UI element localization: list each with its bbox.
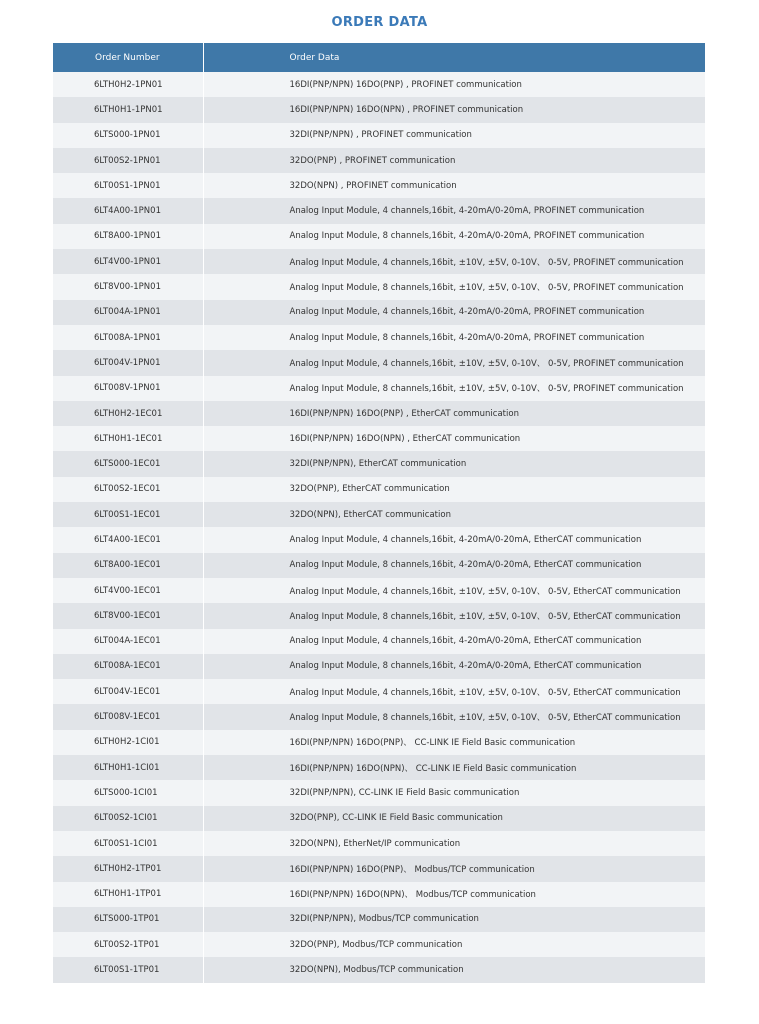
order-number-cell: 6LTH0H2-1PN01: [53, 72, 203, 97]
order-number-cell: 6LTH0H1-1EC01: [53, 426, 203, 451]
table-row: [53, 957, 705, 982]
order-data-cell: 32DO(NPN), EtherCAT communication: [203, 502, 705, 527]
order-number-cell: 6LT00S1-1CI01: [53, 831, 203, 856]
table-row: [53, 831, 705, 856]
order-number-cell: 6LT4V00-1PN01: [53, 249, 203, 274]
order-number-cell: 6LT4A00-1EC01: [53, 527, 203, 552]
order-data-cell: 32DI(PNP/NPN), Modbus/TCP communication: [203, 907, 705, 932]
order-number-cell: 6LTH0H2-1CI01: [53, 730, 203, 755]
table-row: [53, 249, 705, 274]
order-number-cell: 6LT008A-1PN01: [53, 325, 203, 350]
table-row: [53, 679, 705, 704]
table-row: [53, 629, 705, 654]
table-row: [53, 451, 705, 476]
table-row: [53, 97, 705, 122]
table-body: [53, 72, 705, 983]
table-row: [53, 603, 705, 628]
column-header-order-data: Order Data: [203, 43, 705, 72]
table-row: [53, 780, 705, 805]
order-data-cell: Analog Input Module, 4 channels,16bit, ±10V, ±5V, 0-10V、 0-5V, EtherCAT communication: [203, 578, 705, 603]
order-data-cell: 16DI(PNP/NPN) 16DO(PNP) , PROFINET communication: [203, 72, 705, 97]
order-number-cell: 6LT8V00-1PN01: [53, 274, 203, 299]
table-row: [53, 806, 705, 831]
order-data-cell: 32DO(PNP) , PROFINET communication: [203, 148, 705, 173]
order-data-cell: Analog Input Module, 8 channels,16bit, ±10V, ±5V, 0-10V、 0-5V, EtherCAT communication: [203, 603, 705, 628]
order-data-cell: 16DI(PNP/NPN) 16DO(NPN)、 Modbus/TCP communication: [203, 882, 705, 907]
order-number-cell: 6LT004V-1PN01: [53, 350, 203, 375]
order-data-cell: 32DO(NPN) , PROFINET communication: [203, 173, 705, 198]
table-row: [53, 426, 705, 451]
order-data-cell: Analog Input Module, 8 channels,16bit, 4-20mA/0-20mA, PROFINET communication: [203, 325, 705, 350]
order-data-cell: 32DO(PNP), Modbus/TCP communication: [203, 932, 705, 957]
order-number-cell: 6LTS000-1CI01: [53, 780, 203, 805]
order-number-cell: 6LT00S2-1TP01: [53, 932, 203, 957]
order-data-cell: Analog Input Module, 4 channels,16bit, 4-20mA/0-20mA, PROFINET communication: [203, 198, 705, 223]
order-number-cell: 6LT004A-1PN01: [53, 300, 203, 325]
order-data-cell: 32DI(PNP/NPN), EtherCAT communication: [203, 451, 705, 476]
order-data-cell: Analog Input Module, 4 channels,16bit, 4-20mA/0-20mA, EtherCAT communication: [203, 629, 705, 654]
order-data-cell: Analog Input Module, 4 channels,16bit, 4-20mA/0-20mA, EtherCAT communication: [203, 527, 705, 552]
table-row: [53, 300, 705, 325]
order-data-cell: 16DI(PNP/NPN) 16DO(PNP) , EtherCAT communication: [203, 401, 705, 426]
order-number-cell: 6LT00S1-1PN01: [53, 173, 203, 198]
order-number-cell: 6LT00S1-1EC01: [53, 502, 203, 527]
order-data-cell: 32DO(NPN), Modbus/TCP communication: [203, 957, 705, 982]
table-row: [53, 401, 705, 426]
order-data-cell: 32DO(PNP), CC-LINK IE Field Basic communication: [203, 806, 705, 831]
table-row: [53, 123, 705, 148]
order-data-cell: Analog Input Module, 4 channels,16bit, ±10V, ±5V, 0-10V、 0-5V, EtherCAT communication: [203, 679, 705, 704]
order-data-cell: 32DO(NPN), EtherNet/IP communication: [203, 831, 705, 856]
order-data-cell: Analog Input Module, 8 channels,16bit, 4-20mA/0-20mA, EtherCAT communication: [203, 654, 705, 679]
order-number-cell: 6LTH0H1-1TP01: [53, 882, 203, 907]
order-number-cell: 6LTH0H1-1CI01: [53, 755, 203, 780]
table-row: [53, 882, 705, 907]
table-row: [53, 907, 705, 932]
order-data-cell: 16DI(PNP/NPN) 16DO(PNP)、 CC-LINK IE Field Basic communication: [203, 730, 705, 755]
table-row: [53, 704, 705, 729]
order-data-cell: 16DI(PNP/NPN) 16DO(NPN) , PROFINET communication: [203, 97, 705, 122]
order-number-cell: 6LT008V-1EC01: [53, 704, 203, 729]
order-data-cell: Analog Input Module, 4 channels,16bit, ±10V, ±5V, 0-10V、 0-5V, PROFINET communication: [203, 350, 705, 375]
table-row: [53, 350, 705, 375]
table-row: [53, 274, 705, 299]
order-data-cell: Analog Input Module, 8 channels,16bit, 4-20mA/0-20mA, EtherCAT communication: [203, 553, 705, 578]
order-number-cell: 6LTH0H1-1PN01: [53, 97, 203, 122]
order-number-cell: 6LT004V-1EC01: [53, 679, 203, 704]
order-data-cell: 16DI(PNP/NPN) 16DO(NPN) , EtherCAT communication: [203, 426, 705, 451]
table-row: [53, 376, 705, 401]
table-row: [53, 932, 705, 957]
order-data-cell: 16DI(PNP/NPN) 16DO(NPN)、 CC-LINK IE Field Basic communication: [203, 755, 705, 780]
order-data-cell: 32DI(PNP/NPN), CC-LINK IE Field Basic communication: [203, 780, 705, 805]
table-row: [53, 527, 705, 552]
order-data-cell: Analog Input Module, 8 channels,16bit, ±10V, ±5V, 0-10V、 0-5V, PROFINET communication: [203, 376, 705, 401]
page-title: ORDER DATA: [331, 15, 428, 30]
table-row: [53, 477, 705, 502]
order-number-cell: 6LT8A00-1PN01: [53, 224, 203, 249]
order-data-cell: Analog Input Module, 8 channels,16bit, 4-20mA/0-20mA, PROFINET communication: [203, 224, 705, 249]
order-data-cell: Analog Input Module, 8 channels,16bit, ±10V, ±5V, 0-10V、 0-5V, PROFINET communication: [203, 274, 705, 299]
order-data-cell: Analog Input Module, 8 channels,16bit, ±10V, ±5V, 0-10V、 0-5V, EtherCAT communication: [203, 704, 705, 729]
order-data-cell: Analog Input Module, 4 channels,16bit, ±10V, ±5V, 0-10V、 0-5V, PROFINET communication: [203, 249, 705, 274]
table-row: [53, 502, 705, 527]
order-number-cell: 6LT4V00-1EC01: [53, 578, 203, 603]
table-row: [53, 325, 705, 350]
order-number-cell: 6LT00S2-1PN01: [53, 148, 203, 173]
table-row: [53, 148, 705, 173]
order-number-cell: 6LT00S2-1CI01: [53, 806, 203, 831]
order-number-cell: 6LTS000-1TP01: [53, 907, 203, 932]
order-number-cell: 6LT8V00-1EC01: [53, 603, 203, 628]
order-number-cell: 6LT00S1-1TP01: [53, 957, 203, 982]
column-header-order-number: Order Number: [53, 43, 203, 72]
table-row: [53, 72, 705, 97]
table-row: [53, 578, 705, 603]
order-number-cell: 6LT8A00-1EC01: [53, 553, 203, 578]
order-data-cell: 32DI(PNP/NPN) , PROFINET communication: [203, 123, 705, 148]
table-header-row: [53, 43, 705, 72]
table-row: [53, 553, 705, 578]
table-row: [53, 173, 705, 198]
order-data-table: [53, 43, 705, 983]
order-data-cell: 16DI(PNP/NPN) 16DO(PNP)、 Modbus/TCP communication: [203, 856, 705, 881]
order-number-cell: 6LTS000-1EC01: [53, 451, 203, 476]
order-number-cell: 6LT004A-1EC01: [53, 629, 203, 654]
order-data-cell: 32DO(PNP), EtherCAT communication: [203, 477, 705, 502]
table-row: [53, 856, 705, 881]
table-row: [53, 224, 705, 249]
order-number-cell: 6LT4A00-1PN01: [53, 198, 203, 223]
order-number-cell: 6LT00S2-1EC01: [53, 477, 203, 502]
order-number-cell: 6LT008A-1EC01: [53, 654, 203, 679]
table-row: [53, 198, 705, 223]
table-row: [53, 755, 705, 780]
order-number-cell: 6LT008V-1PN01: [53, 376, 203, 401]
order-number-cell: 6LTH0H2-1TP01: [53, 856, 203, 881]
table-row: [53, 730, 705, 755]
order-number-cell: 6LTS000-1PN01: [53, 123, 203, 148]
table-row: [53, 654, 705, 679]
order-data-cell: Analog Input Module, 4 channels,16bit, 4-20mA/0-20mA, PROFINET communication: [203, 300, 705, 325]
order-number-cell: 6LTH0H2-1EC01: [53, 401, 203, 426]
